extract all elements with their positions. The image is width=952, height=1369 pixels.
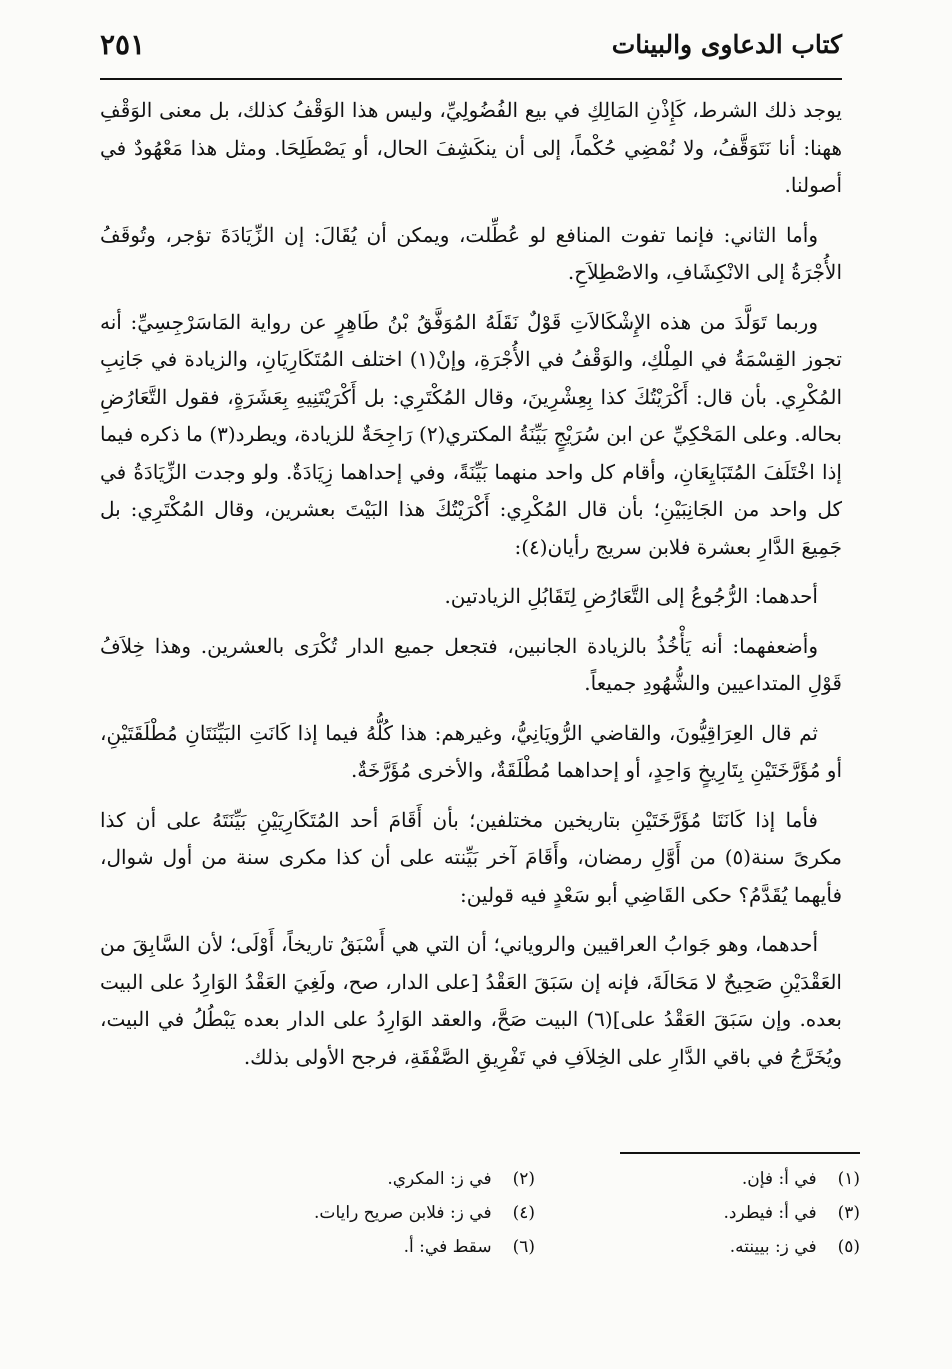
footnote [565,1230,860,1264]
footnote-number: (٤) [512,1203,535,1223]
footnote-text: سقط في: أ. [403,1237,492,1257]
footnote [240,1230,535,1264]
footnotes [240,1162,860,1264]
footnote [240,1162,535,1196]
footnote-text: في ز: بيينته. [729,1237,817,1257]
paragraph: ثم قال العِرَاقِيُّونَ، والقاضي الرُّويَانِيُّ، وغيرهم: هذا كُلُّهُ فيما إذا كَانَتِ البَيِّنَتَانِ مُطْلَقَتَيْنِ، أو مُؤَرَّخَتَيْنِ بِتَارِيخٍ وَاحِدٍ، أو إحداهما مُطْلَقَةٌ، والأخرى مُؤَرَّخَةٌ. [100,720,842,782]
footnote-number: (٦) [512,1237,535,1257]
footnote-text: في أ: فيطرد. [723,1203,817,1223]
footnote [565,1162,860,1196]
paragraph: أحدهما: الرُّجُوعُ إلى التَّعَارُضِ لِتَقَابُلِ الزيادتين. [444,584,818,608]
paragraph: فأما إذا كَانَتَا مُؤَرَّخَتَيْنِ بتاريخين مختلفين؛ بأن أَقَامَ أحد المُتَكَارِيَيْنِ بَيِّنَتَهُ على أن كذا مكرىً سنة(٥) من أَوَّلِ رمضان، وأَقَامَ آخر بَيِّنته على أن كذا مكرى سنة من أول شوال، فأيهما يُقَدَّمُ؟ حكى القَاضِي أبو سَعْدٍ فيه قولين: [100,807,843,907]
footnote-number: (٣) [837,1203,860,1223]
footnote-number: (١) [837,1169,860,1189]
page-number: ٢٥١ [100,28,146,61]
main-text [100,92,842,1088]
paragraph: وأضعفهما: أنه يَأْخُذُ بالزيادة الجانبين، فتجعل جميع الدار تُكْرَى بالعشرين. وهذا خِلاَفُ قَوْلِ المتداعيين والشُّهُودِ جميعاً. [100,633,842,695]
footnote-text: في ز: فلابن صريح رايات. [314,1203,492,1223]
footnote [565,1196,860,1230]
paragraph: يوجد ذلك الشرط، كَإِذْنِ المَالِكِ في بيع الفُضُولِيِّ، وليس هذا الوَقْفُ كذلك، بل معنى الوَقْفِ ههنا: أنا نَتَوَقَّفُ، ولا نُمْضِي حُكْماً، إلى أن ينكَشِفَ الحال، أو يَصْطَلِحَا. ومثل هذا مَعْهُودٌ في أصولنا. [100,98,843,197]
footnote-number: (٥) [837,1237,860,1257]
running-title: كتاب الدعاوى والبينات [611,30,842,59]
paragraph: أحدهما، وهو جَوابُ العراقيين والروياني؛ أن التي هي أَسْبَقُ تاريخاً، أَوْلَى؛ لأن السَّابِقَ من العَقْدَيْنِ صَحِيحٌ لا مَحَالَةَ، فإنه إن سَبَقَ العَقْدُ [على الدار، صح، ولَغِيَ العَقْدُ الوَارِدُ على البيت بعده. وإن سَبَقَ العَقْدُ على](٦) البيت صَحَّ، والعقد الوَارِدُ على الدار بعده يَبْطُلُ في البيت، ويُخَرَّجُ في باقي الدَّارِ على الخِلاَفِ في تَفْرِيقِ الصَّفْقَةِ، فرجح الأولى بذلك. [100,932,842,1069]
paragraph: وأما الثاني: فإنما تفوت المنافع لو عُطِّلت، ويمكن أن يُقَالَ: إن الزِّيَادَةَ تؤجر، وتُوقَفُ الأُجْرَةُ إلى الانْكِشَافِ، والاصْطِلاَحِ. [100,222,842,284]
footnote-text: في ز: المكري. [387,1169,492,1189]
footnote-text: في أ: فإن. [741,1169,817,1189]
footnote-divider [620,1152,860,1154]
footnote-number: (٢) [512,1169,535,1189]
page-header [100,28,842,80]
paragraph: وربما تَوَلَّدَ من هذه الإِشْكَالاَتِ قَوْلٌ نَقَلَهُ المُوَفَّقُ بْنُ طَاهِرٍ عن رواية المَاسَرْجِسِيِّ: أنه تجوز القِسْمَةُ في المِلْكِ، والوَقْفُ في الأُجْرَةِ، وإنْ(١) اختلف المُتَكَارِيَانِ، والزيادة في جَانِبِ المُكْرِي. بأن قال: أَكْرَيْتُكَ كذا بِعِشْرِينَ، وقال المُكْتَرِي: بل أَكْرَيْتَنِيهِ بِعَشَرَةٍ، فقول التَّعَارُضِ بحاله. وعلى المَحْكِيِّ عن ابن سُرَيْجٍ بَيِّنَةُ المكتري(٢) رَاجِحَةٌ للزيادة، ويطرد(٣) ما ذكره فيما إذا اخْتَلَفَ المُتَبَايِعَانِ، وأقام كل واحد منهما بَيِّنَةً، وفي إحداهما زِيَادَةٌ. ولو وجدت الزِّيَادَةُ في كل واحد من الجَانِبَيْنِ؛ بأن قال المُكْرِي: أَكْرَيْتُكَ هذا البَيْتَ بعشرين، وقال المُكْتَرِي: بل جَمِيعَ الدَّارِ بعشرة فلابن سريج رأيان(٤): [100,309,842,559]
footnote [240,1196,535,1230]
